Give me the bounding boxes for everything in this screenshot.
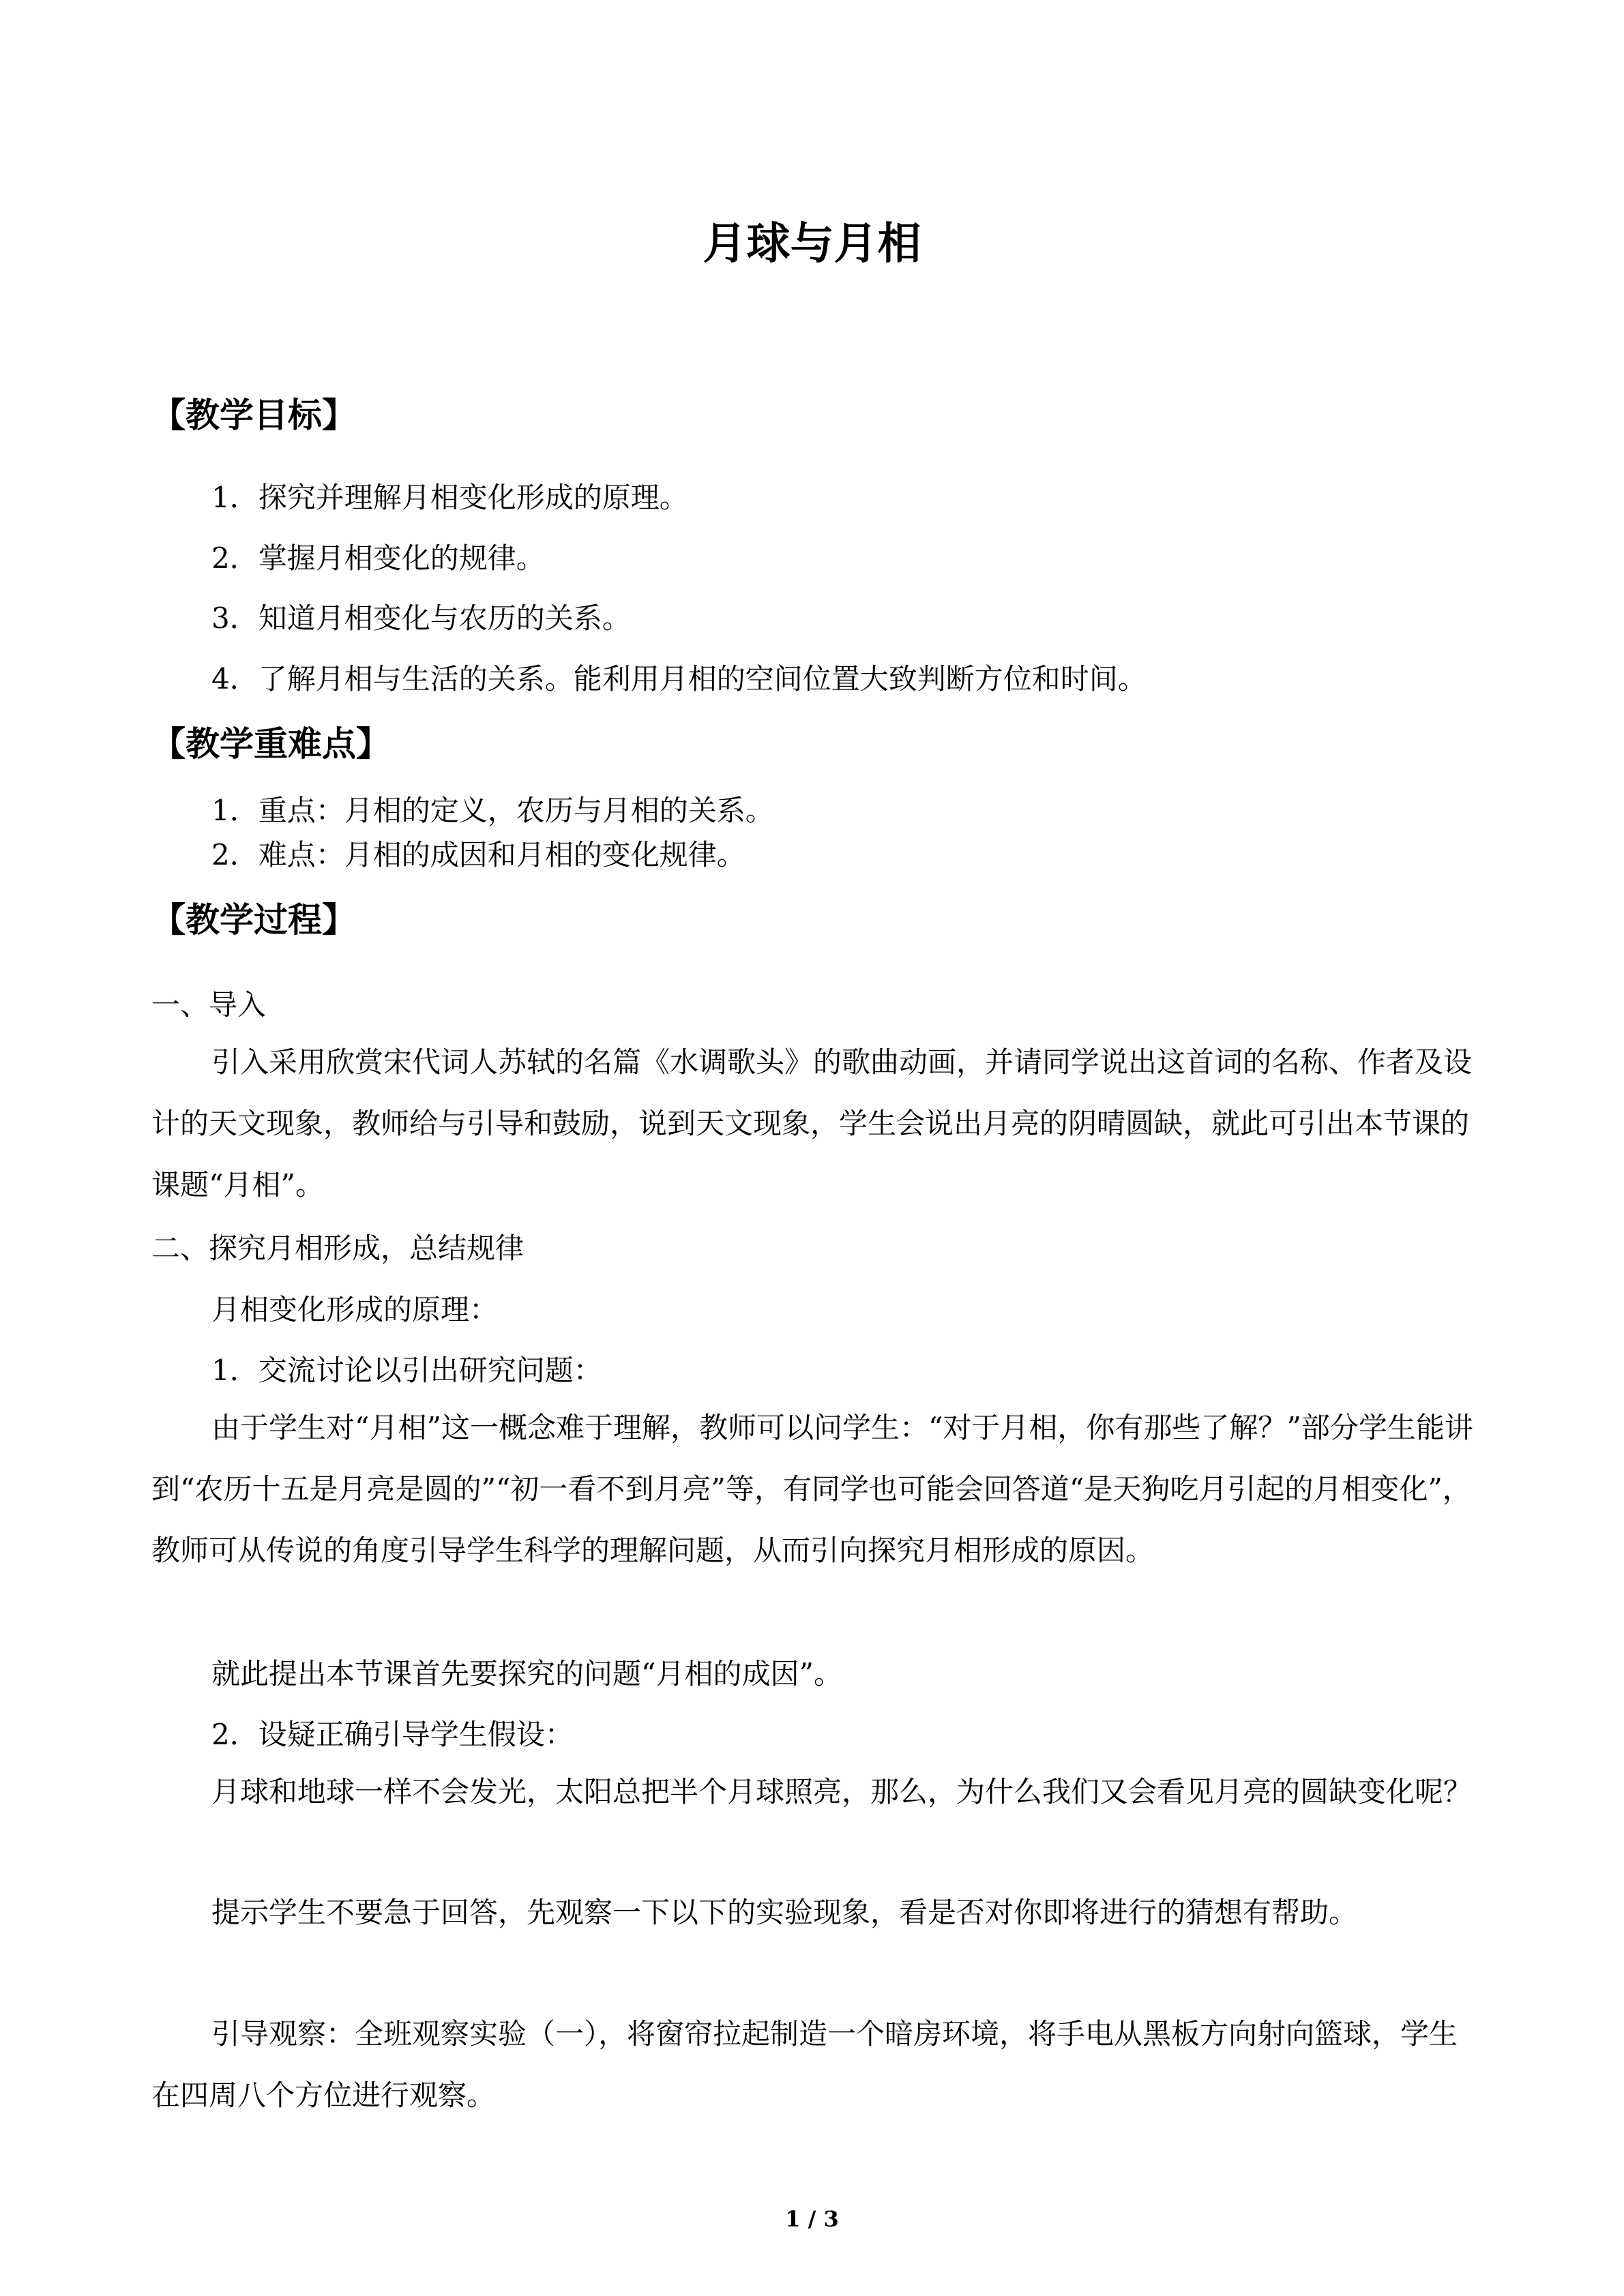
- paragraph-discussion: [151, 1397, 1473, 1581]
- step-2-line: 2．设疑正确引导学生假设：: [211, 1718, 574, 1751]
- document-title: 月球与月相: [703, 218, 921, 269]
- section-title-explore: 二、探究月相形成，总结规律: [151, 1232, 525, 1265]
- objective-item-1: 1．探究并理解月相变化形成的原理。: [211, 481, 688, 514]
- heading-objectives: 【教学目标】: [151, 395, 356, 435]
- section-title-intro: 一、导入: [151, 988, 267, 1022]
- step-1-line: 1．交流讨论以引出研究问题：: [211, 1354, 602, 1387]
- objective-item-2: 2．掌握月相变化的规律。: [211, 541, 545, 575]
- key-point-item-2: 2．难点：月相的成因和月相的变化规律。: [211, 838, 745, 871]
- paragraph-intro: [151, 1032, 1473, 1216]
- page-number: 1 / 3: [785, 2206, 839, 2232]
- key-point-item-1: 1．重点：月相的定义，农历与月相的关系。: [211, 794, 774, 827]
- heading-process: 【教学过程】: [151, 899, 356, 940]
- paragraph-discussion-text: 由于学生对“月相”这一概念难于理解，教师可以问学生：“对于月相，你有那些了解？”部分学生能讲到“农历十五是月亮是圆的”“初一看不到月亮”等，有同学也可能会回答道“是天狗吃月引起的月相变化”，教师可从传说的角度引导学生科学的理解问题，从而引向探究月相形成的原因。: [151, 1411, 1473, 1567]
- paragraph-hypothesis: [151, 1761, 1473, 1823]
- question-line: 就此提出本节课首先要探究的问题“月相的成因”。: [211, 1657, 842, 1690]
- principle-line: 月相变化形成的原理：: [211, 1293, 499, 1326]
- objective-item-4: 4．了解月相与生活的关系。能利用月相的空间位置大致判断方位和时间。: [211, 662, 1147, 696]
- paragraph-hypothesis-text: 月球和地球一样不会发光，太阳总把半个月球照亮，那么，为什么我们又会看见月亮的圆缺变化呢？: [211, 1775, 1473, 1808]
- paragraph-hint-text: 提示学生不要急于回答，先观察一下以下的实验现象，看是否对你即将进行的猜想有帮助。: [211, 1896, 1358, 1929]
- paragraph-hint: [151, 1882, 1473, 1943]
- heading-key-points: 【教学重难点】: [151, 724, 390, 764]
- objective-item-3: 3．知道月相变化与农历的关系。: [211, 601, 631, 635]
- paragraph-intro-text: 引入采用欣赏宋代词人苏轼的名篇《水调歌头》的歌曲动画，并请同学说出这首词的名称、作者及设计的天文现象，教师给与引导和鼓励，说到天文现象，学生会说出月亮的阴晴圆缺，就此可引出本节课的课题“月相”。: [151, 1045, 1473, 1202]
- paragraph-observation-text: 引导观察：全班观察实验（一），将窗帘拉起制造一个暗房环境，将手电从黑板方向射向篮球，学生在四周八个方位进行观察。: [151, 2017, 1458, 2112]
- paragraph-observation: [151, 2003, 1473, 2126]
